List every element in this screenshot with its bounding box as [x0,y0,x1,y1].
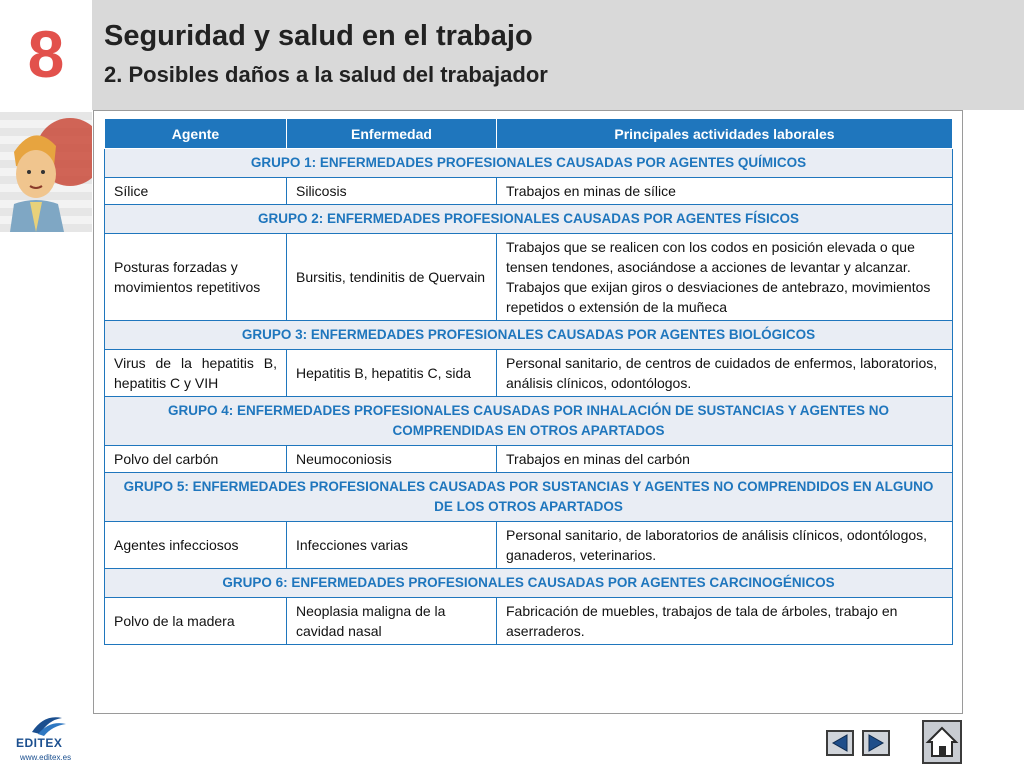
table-row [105,234,953,321]
page-subtitle: 2. Posibles daños a la salud del trabajador [104,62,548,87]
next-button[interactable] [862,730,890,756]
activities-cell: Trabajos en minas de sílice [497,178,953,205]
activities-cell: Personal sanitario, de laboratorios de análisis clínicos, odontólogos, ganaderos, veterinarios. [497,522,953,569]
home-icon [924,722,960,762]
group-heading: GRUPO 5: ENFERMEDADES PROFESIONALES CAUSADAS POR SUSTANCIAS Y AGENTES NO COMPRENDIDOS EN ALGUNO DE LOS OTROS APARTADOS [105,473,953,522]
home-button[interactable] [922,720,962,764]
group-heading-row [105,473,953,522]
page-title: Seguridad y salud en el trabajo [104,20,533,52]
group-heading: GRUPO 1: ENFERMEDADES PROFESIONALES CAUSADAS POR AGENTES QUÍMICOS [105,149,953,178]
chapter-number: 8 [27,17,65,91]
agent-cell: Posturas forzadas y movimientos repetitivos [105,234,287,321]
table-header-row [105,119,953,149]
group-heading: GRUPO 2: ENFERMEDADES PROFESIONALES CAUSADAS POR AGENTES FÍSICOS [105,205,953,234]
group-heading: GRUPO 4: ENFERMEDADES PROFESIONALES CAUSADAS POR INHALACIÓN DE SUSTANCIAS Y AGENTES NO COMPRENDIDAS EN OTROS APARTADOS [105,397,953,446]
group-heading-row [105,569,953,598]
previous-button[interactable] [826,730,854,756]
group-heading: GRUPO 3: ENFERMEDADES PROFESIONALES CAUSADAS POR AGENTES BIOLÓGICOS [105,321,953,350]
agent-cell: Agentes infecciosos [105,522,287,569]
agent-cell: Polvo del carbón [105,446,287,473]
table-row [105,598,953,645]
column-header-activities: Principales actividades laborales [497,119,953,149]
agent-cell: Virus de la hepatitis B, hepatitis C y VIH [105,350,287,397]
group-heading-row [105,205,953,234]
occupational-diseases-table [104,118,953,645]
triangle-left-icon [828,732,852,754]
activities-cell: Fabricación de muebles, trabajos de tala de árboles, trabajo en aserraderos. [497,598,953,645]
group-heading-row [105,149,953,178]
table-row [105,350,953,397]
table-row [105,446,953,473]
disease-cell: Hepatitis B, hepatitis C, sida [287,350,497,397]
column-header-agent: Agente [105,119,287,149]
activities-cell: Personal sanitario, de centros de cuidados de enfermos, laboratorios, análisis clínicos, odontólogos. [497,350,953,397]
chapter-badge [0,0,92,110]
activities-cell: Trabajos en minas del carbón [497,446,953,473]
brand-url[interactable]: www.editex.es [20,753,72,762]
group-heading: GRUPO 6: ENFERMEDADES PROFESIONALES CAUSADAS POR AGENTES CARCINOGÉNICOS [105,569,953,598]
activities-cell: Trabajos que se realicen con los codos en posición elevada o que tensen tendones, asociándose a acciones de levantar y alcanzar. Trabajos que exijan giros o desviaciones de antebrazo, movimientos repetidos o extensión de la muñeca [497,234,953,321]
editex-swoosh-icon [14,712,74,738]
group-heading-row [105,397,953,446]
brand-name: EDITEX [16,736,63,750]
column-header-disease: Enfermedad [287,119,497,149]
agent-cell: Polvo de la madera [105,598,287,645]
disease-cell: Neumoconiosis [287,446,497,473]
header-bar [0,0,1024,110]
agent-cell: Sílice [105,178,287,205]
worker-illustration [0,112,92,232]
disease-cell: Infecciones varias [287,522,497,569]
table-row [105,522,953,569]
table-row [105,178,953,205]
triangle-right-icon [864,732,888,754]
disease-cell: Neoplasia maligna de la cavidad nasal [287,598,497,645]
group-heading-row [105,321,953,350]
disease-cell: Bursitis, tendinitis de Quervain [287,234,497,321]
disease-cell: Silicosis [287,178,497,205]
